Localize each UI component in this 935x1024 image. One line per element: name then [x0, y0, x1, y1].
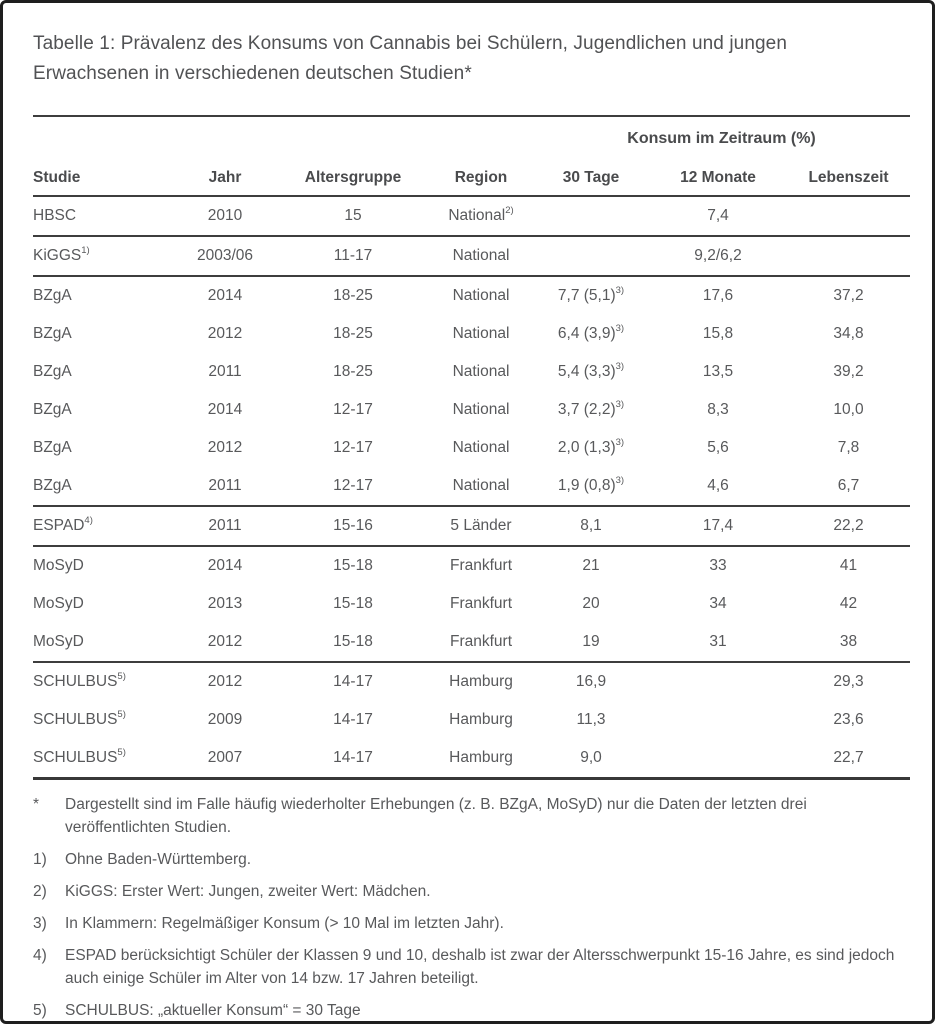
cell-12-monate: 17,4	[649, 506, 787, 546]
page	[3, 3, 932, 1022]
cell-studie: ESPAD$^{4)}$	[33, 506, 173, 546]
cell-studie: MoSyD	[33, 623, 173, 662]
cell-jahr: 2012	[207, 439, 243, 456]
cell-region: Hamburg	[429, 739, 533, 779]
cell-altersgruppe: 15-18	[333, 557, 373, 574]
footnote-marker: 5)	[33, 1002, 47, 1019]
footnote-ref: 2)	[505, 204, 514, 216]
footnote-1	[33, 848, 910, 871]
table-row-schulbus-2007	[33, 739, 910, 779]
cell-studie: BZgA	[33, 467, 173, 506]
column-header-jahr: Jahr	[173, 161, 277, 196]
footnote-ref: 4)	[84, 514, 93, 526]
footnote-text: In Klammern: Regelmäßiger Konsum (> 10 Mal im letzten Jahr).	[65, 915, 504, 932]
cell-region: Hamburg	[449, 711, 513, 728]
cell-altersgruppe: 15-18	[277, 623, 429, 662]
cell-region: National	[452, 287, 510, 304]
cell-lebenszeit: 42	[839, 595, 858, 612]
footnote-text: SCHULBUS: „aktueller Konsum“ = 30 Tage	[65, 1002, 361, 1019]
table-row-hbsc-2010	[33, 196, 910, 236]
group-header-row	[33, 116, 910, 161]
group-header-konsum: Konsum im Zeitraum (%)	[627, 130, 816, 147]
cell-30-tage: 6,4 $(3,9)^{3)}$	[557, 322, 625, 342]
cell-lebenszeit: 7,8	[837, 439, 860, 456]
cell-studie: SCHULBUS$^{5)}$	[33, 708, 126, 728]
cell-studie: MoSyD	[33, 595, 84, 612]
cell-12-monate: 7,4	[649, 196, 787, 236]
cell-region: National	[452, 363, 510, 380]
cell-region: National	[452, 439, 510, 456]
cell-12-monate: 33	[709, 557, 727, 574]
column-header-30-tage: 30 Tage	[533, 161, 649, 196]
cell-lebenszeit: 37,2	[833, 287, 864, 304]
cell-lebenszeit: 38	[787, 623, 910, 662]
footnote-marker: 4)	[33, 947, 47, 964]
cell-altersgruppe: 18-25	[333, 287, 373, 304]
cell-altersgruppe: 15-18	[333, 595, 373, 612]
table-row-bzga-2011-12-17	[33, 467, 910, 506]
cell-30-tage: 2,0 $(1,3)^{3)}$	[557, 436, 625, 456]
cell-lebenszeit: 39,2	[833, 363, 864, 380]
footnote-ref: 3)	[615, 436, 625, 448]
footnote-ref: 5)	[117, 746, 126, 758]
cell-region: National	[452, 325, 510, 342]
cell-jahr: 2012	[207, 325, 243, 342]
cell-altersgruppe: 14-17	[277, 739, 429, 779]
cell-jahr: 2011	[173, 467, 277, 506]
column-header-row	[33, 161, 910, 196]
cell-jahr: 2003/06	[173, 236, 277, 276]
cell-lebenszeit: 23,6	[833, 711, 864, 728]
cell-30-tage: 9,0	[533, 739, 649, 779]
cell-studie: BZgA	[33, 439, 72, 456]
cell-region: Hamburg	[449, 673, 513, 690]
column-header-lebenszeit: Lebenszeit	[787, 161, 910, 196]
cell-altersgruppe: 14-17	[333, 711, 373, 728]
footnote-ref: 3)	[615, 322, 625, 334]
cell-studie: HBSC	[33, 196, 173, 236]
table-row-bzga-2012-18-25	[33, 315, 910, 353]
footnote-ref: 3)	[615, 284, 625, 296]
cell-altersgruppe: 11-17	[277, 236, 429, 276]
cell-30-tage: 20	[582, 595, 600, 612]
table-title: Tabelle 1: Prävalenz des Konsums von Cannabis bei Schülern, Jugendlichen und jungen Erwachsenen in verschiedenen deutschen Studien*	[33, 33, 788, 84]
table-row-espad-2011	[33, 506, 910, 546]
cell-lebenszeit: 22,7	[787, 739, 910, 779]
cell-30-tage	[533, 236, 649, 276]
footnote-ref: 3)	[615, 474, 625, 486]
cell-30-tage: 16,9	[575, 673, 607, 690]
cell-studie: BZgA	[33, 325, 72, 342]
prevalence-table	[33, 115, 910, 780]
cell-altersgruppe: 14-17	[333, 673, 373, 690]
column-header-12-monate: 12 Monate	[649, 161, 787, 196]
footnote-3	[33, 912, 910, 935]
group-header-spacer	[33, 116, 533, 161]
cell-lebenszeit	[787, 196, 910, 236]
cell-30-tage: 8,1	[533, 506, 649, 546]
cell-studie: SCHULBUS$^{5)}$	[33, 670, 126, 690]
cell-12-monate	[649, 739, 787, 779]
cell-altersgruppe: 15-16	[277, 506, 429, 546]
cell-jahr: 2009	[207, 711, 243, 728]
cell-altersgruppe: 12-17	[277, 467, 429, 506]
cell-jahr: 2012	[173, 623, 277, 662]
cell-region: National$^{2)}$	[429, 196, 533, 236]
column-header-region: Region	[429, 161, 533, 196]
footnote-ref: 1)	[81, 244, 90, 256]
footnote-text: Dargestellt sind im Falle häufig wiederholter Erhebungen (z. B. BZgA, MoSyD) nur die Daten der letzten drei veröffentlichten Studien.	[65, 796, 807, 836]
cell-altersgruppe: 15	[277, 196, 429, 236]
footnote-ref: 3)	[615, 360, 625, 372]
footnote-text: Ohne Baden-Württemberg.	[65, 851, 252, 868]
cell-12-monate: 15,8	[702, 325, 734, 342]
cell-lebenszeit: 6,7	[787, 467, 910, 506]
cell-region: Frankfurt	[429, 623, 533, 662]
cell-studie: MoSyD	[33, 557, 84, 574]
table-row-kiggs-2003-06	[33, 236, 910, 276]
footnote-4	[33, 944, 910, 990]
cell-12-monate: 9,2/6,2	[649, 236, 787, 276]
cell-12-monate: 34	[709, 595, 727, 612]
table-row-schulbus-2009	[33, 701, 910, 739]
cell-jahr: 2013	[207, 595, 243, 612]
column-header-studie: Studie	[33, 161, 173, 196]
footnote-asterisk	[33, 793, 910, 839]
cell-jahr: 2012	[207, 673, 243, 690]
footnote-ref: 3)	[615, 398, 625, 410]
cell-studie: BZgA	[33, 363, 72, 380]
footnote-marker: 2)	[33, 883, 47, 900]
cell-lebenszeit: 41	[839, 557, 858, 574]
cell-studie: BZgA	[33, 401, 72, 418]
footnote-ref: 5)	[117, 708, 126, 720]
cell-30-tage: 11,3	[576, 711, 606, 728]
cell-altersgruppe: 18-25	[333, 363, 373, 380]
footnote-marker: 3)	[33, 915, 47, 932]
cell-12-monate: 13,5	[702, 363, 734, 380]
cell-jahr: 2011	[208, 363, 242, 380]
cell-studie: BZgA	[33, 287, 72, 304]
footnote-text: ESPAD berücksichtigt Schüler der Klassen 9 und 10, deshalb ist zwar der Altersschwerpunkt 15-16 Jahre, es sind jedoch auch einige Schüler im Alter von 14 bzw. 17 Jahren beteiligt.	[65, 947, 895, 987]
cell-region: National	[429, 467, 533, 506]
cell-altersgruppe: 12-17	[333, 401, 373, 418]
cell-12-monate: 8,3	[707, 401, 729, 418]
table-row-bzga-2014-18-25	[33, 276, 910, 315]
table-row-bzga-2014-12-17	[33, 391, 910, 429]
cell-studie: KiGGS$^{1)}$	[33, 236, 173, 276]
cell-30-tage: 21	[582, 557, 600, 574]
cell-studie: SCHULBUS$^{5)}$	[33, 739, 173, 779]
cell-12-monate	[649, 701, 787, 739]
footnote-5	[33, 999, 910, 1022]
footnote-marker: *	[33, 796, 40, 813]
cell-lebenszeit: 29,3	[833, 673, 864, 690]
cell-12-monate: 4,6	[649, 467, 787, 506]
cell-jahr: 2014	[207, 557, 243, 574]
footnote-ref: 5)	[117, 670, 126, 682]
cell-region: Frankfurt	[449, 557, 512, 574]
cell-region: 5 Länder	[429, 506, 533, 546]
cell-jahr: 2014	[207, 287, 243, 304]
cell-30-tage: 1,9 $(0,8)^{3)}$	[533, 467, 649, 506]
table-row-mosyd-2014	[33, 546, 910, 585]
cell-jahr: 2007	[173, 739, 277, 779]
cell-30-tage: 5,4 $(3,3)^{3)}$	[557, 360, 625, 380]
footnote-text: KiGGS: Erster Wert: Jungen, zweiter Wert: Mädchen.	[65, 883, 431, 900]
cell-12-monate: 17,6	[702, 287, 734, 304]
cell-altersgruppe: 18-25	[333, 325, 373, 342]
column-header-altersgruppe: Altersgruppe	[277, 161, 429, 196]
cell-lebenszeit: 22,2	[787, 506, 910, 546]
table-row-bzga-2011-18-25	[33, 353, 910, 391]
cell-lebenszeit	[787, 236, 910, 276]
cell-30-tage: 19	[533, 623, 649, 662]
cell-region: National	[429, 236, 533, 276]
table-row-bzga-2012-12-17	[33, 429, 910, 467]
cell-30-tage: 7,7 $(5,1)^{3)}$	[557, 284, 625, 304]
cell-altersgruppe: 12-17	[333, 439, 373, 456]
table-row-schulbus-2012	[33, 662, 910, 701]
cell-jahr: 2011	[173, 506, 277, 546]
table-row-mosyd-2012	[33, 623, 910, 662]
cell-jahr: 2014	[207, 401, 243, 418]
cell-12-monate: 5,6	[707, 439, 729, 456]
cell-12-monate: 31	[649, 623, 787, 662]
cell-30-tage	[533, 196, 649, 236]
cell-region: National	[452, 401, 510, 418]
cell-region: Frankfurt	[449, 595, 512, 612]
cell-lebenszeit: 34,8	[833, 325, 864, 342]
cell-lebenszeit: 10,0	[833, 401, 864, 418]
cell-12-monate	[649, 662, 787, 701]
footnotes	[33, 793, 910, 1022]
cell-jahr: 2010	[173, 196, 277, 236]
footnote-2	[33, 880, 910, 903]
cell-30-tage: 3,7 $(2,2)^{3)}$	[557, 398, 625, 418]
footnote-marker: 1)	[33, 851, 47, 868]
table-row-mosyd-2013	[33, 585, 910, 623]
